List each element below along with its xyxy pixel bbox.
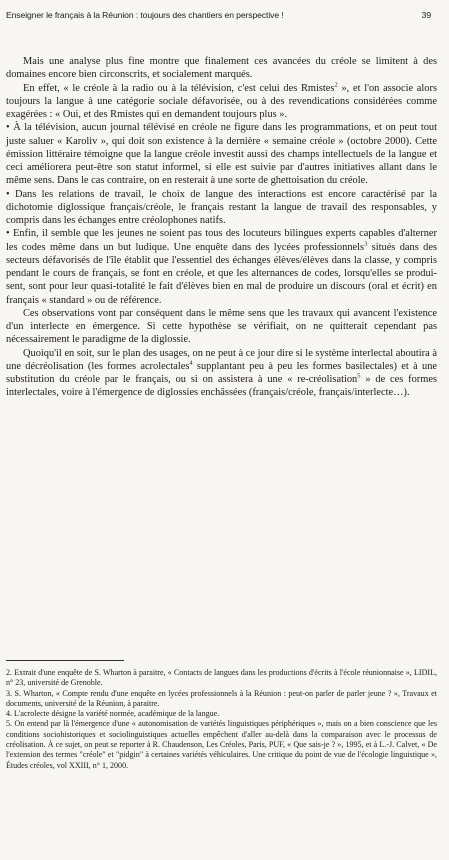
paragraph-television: • À la télévision, aucun journal télévisé en créole ne figure dans les programmations, et on peut tout juste saluer « Karoliv », qui doit son existence à la dernière « semaine créole » (octobre 2000). Cette émission littéraire témoigne que la langue créole investit aussi des champs intellectuels de la langue et ceci améliorera peut-être son statut informel, si elle est suivie par d'autres initiatives allant dans le même sens. Dans le cas contraire, on en resterait à une sorte de ghettoisation du créole. xyxy=(6,122,437,187)
footnote-ref-2[interactable]: 2 xyxy=(334,81,338,89)
footnotes xyxy=(6,668,437,771)
paragraph-observations: Ces observations vont par conséquent dans le même sens que les travaux qui avancent l'existence d'un interlecte en émergence. Si cette hypothèse se vérifiait, on ne quitterait cependant pas nécessairement le paradigme de la diglossie. xyxy=(6,307,437,346)
page-number: 39 xyxy=(421,10,431,20)
running-title: Enseigner le français à la Réunion : toujours des chantiers en perspective ! xyxy=(6,10,284,20)
paragraph-usages: Quoiqu'il en soit, sur le plan des usages, on ne peut à ce jour dire si le système interlectal aboutira à une décréolisation (les formes acrolectales$^4$ supplantant peu à peu les formes basilectales) et à une substitution du créole par le français, ou si on assistera à une « re-créolisation$^5$ » de ces formes interlectales, voire à l'émergence de diglossies enchâssées (français/créole, français/interlecte…). xyxy=(6,347,438,399)
paragraph-2: En effet, « le créole à la radio ou à la télévision, c'est celui des Rmistes$^2$ », et l'on associe alors toujours la langue à une catégorie sociale défavorisée, ou à des revendications considérées comme exagérées : « Oui, et des Rmistes qui en demandent toujours plus ». xyxy=(6,81,437,120)
paragraph-1: Mais une analyse plus fine montre que finalement ces avancées du créole se limitent à des domaines encore bien circonscrits, et socialement marqués. xyxy=(6,56,437,81)
body-text xyxy=(6,55,437,400)
footnote-ref-3[interactable]: 3 xyxy=(364,240,368,248)
footnote-ref-4[interactable]: 4 xyxy=(189,359,193,367)
footnote-4: 4. L'acrolecte désigne la variété normée, académique de la langue. xyxy=(6,709,220,719)
footnote-divider xyxy=(6,660,124,661)
page-header xyxy=(6,10,431,20)
paragraph-work: • Dans les relations de travail, le choix de langue des interactions est encore caractérisé par la dichotomie diglossique français/créole, le français restant la langue de travail des responsables, y compris dans les échanges entre créolophones natifs. xyxy=(6,188,437,226)
footnote-3: 3. S. Wharton, « Compte rendu d'une enquête en lycées professionnels à la Réunion : peut-on parler de parler jeune ? », Travaux et documents, université de la Réunion, à paraitre. xyxy=(6,688,437,708)
footnote-2: 2. Extrait d'une enquête de S. Wharton à paraitre, « Contacts de langues dans les productions d'écrits à l'école réunionnaise », LIDIL, n° 23, université de Grenoble. xyxy=(6,668,437,688)
paragraph-youth: • Enfin, il semble que les jeunes ne soient pas tous des locuteurs bilingues experts capables d'alterner les codes même dans un but ludique. Une enquête dans des lycées professionnels$^3$ situés dans des secteurs défavorisés de l'île établit que l'essentiel des échanges élèves/élèves dans la classe, y compris pendant le cours de français, se font en créole, et que les alternances de codes, lorsqu'elles se produisent, sont pour leur quasi-totalité le fait d'élèves bien en mal de produire un discours (oral et écrit) en français « standard » ou de référence. xyxy=(6,228,437,306)
footnote-5: 5. On entend par là l'émergence d'une « autonomisation de variétés linguistiques périphériques », mais on a bien conscience que les conditions sociohistoriques et sociolinguistiques actuelles empêchent d'aller au-delà dans la comparaison avec le processus de créolisation. À ce sujet, on peut se reporter à R. Chaudenson, Les Créoles, Paris, PUF, « Que sais-je ? », 1995, et à L.-J. Calvet, « De l'extension des termes "créole" et "pidgin" à certaines variétés véhiculaires. Une critique du point de vue de l'écologie linguistique », Études créoles, vol XXIII, n° 1, 2000. xyxy=(6,719,437,770)
footnote-ref-5[interactable]: 5 xyxy=(357,372,361,380)
